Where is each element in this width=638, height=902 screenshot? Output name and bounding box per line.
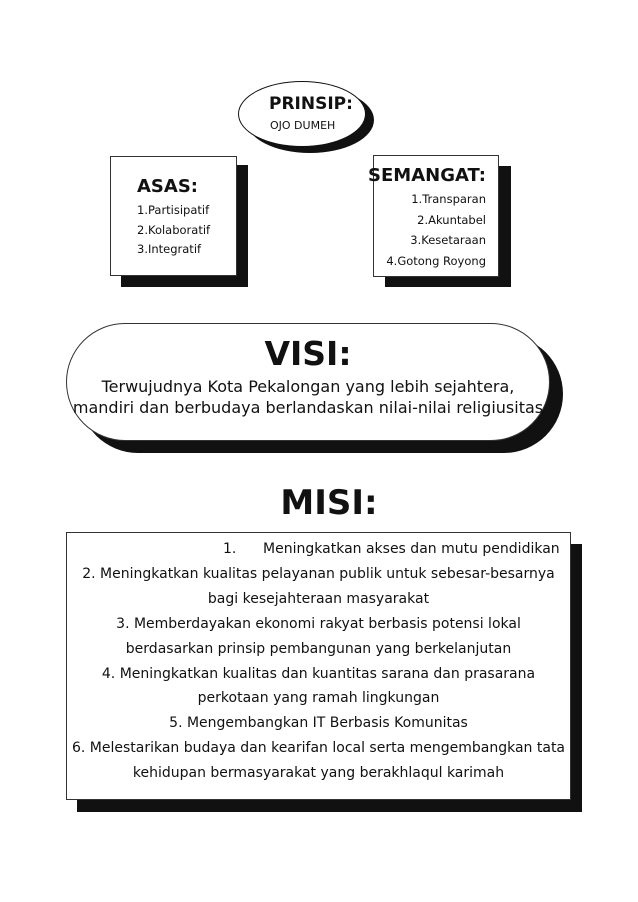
visi-text [67, 376, 549, 418]
prinsip-value: OJO DUMEH [270, 119, 336, 132]
misi-line: 4. Meningkatkan kualitas dan kuantitas sarana dan prasarana [101, 666, 536, 682]
misi-line: 3. Memberdayakan ekonomi rakyat berbasis potensi lokal [116, 616, 521, 632]
misi-line: berdasarkan prinsip pembangunan yang berkelanjutan [125, 641, 512, 657]
prinsip-title: PRINSIP: [269, 94, 353, 114]
misi-box [66, 532, 571, 800]
prinsip-ellipse [238, 81, 366, 147]
visi-title: VISI: [264, 334, 352, 373]
asas-item: 2.Kolaboratif [137, 222, 211, 237]
asas-list [137, 201, 210, 260]
visi-line-1: Terwujudnya Kota Pekalongan yang lebih sejahtera, [101, 377, 515, 396]
asas-box [110, 156, 237, 276]
semangat-box [368, 155, 499, 277]
visi-pill [66, 323, 550, 441]
misi-line: kehidupan bermasyarakat yang berakhlaqul karimah [132, 765, 505, 781]
semangat-item: 1.Transparan [411, 192, 486, 206]
misi-line: perkotaan yang ramah lingkungan [197, 690, 440, 706]
semangat-item: 3.Kesetaraan [410, 233, 486, 247]
semangat-item: 2.Akuntabel [417, 212, 486, 227]
semangat-list [386, 189, 486, 271]
semangat-title: SEMANGAT: [368, 165, 486, 186]
semangat-item: 4.Gotong Royong [386, 253, 486, 268]
misi-line: bagi kesejahteraan masyarakat [207, 591, 430, 607]
misi-line: 6. Melestarikan budaya dan kearifan local serta mengembangkan tata [71, 740, 566, 756]
misi-line: 2. Meningkatkan kualitas pelayanan publik untuk sebesar-besarnya [82, 566, 555, 582]
asas-item: 1.Partisipatif [137, 203, 210, 217]
asas-title: ASAS: [137, 176, 198, 197]
misi-line: 1. Meningkatkan akses dan mutu pendidikan [223, 541, 560, 557]
misi-title: MISI: [280, 483, 378, 523]
asas-item: 3.Integratif [137, 242, 202, 256]
visi-line-2: mandiri dan berbudaya berlandaskan nilai-nilai religiusitas [72, 398, 544, 417]
misi-line: 5. Mengembangkan IT Berbasis Komunitas [169, 715, 468, 731]
